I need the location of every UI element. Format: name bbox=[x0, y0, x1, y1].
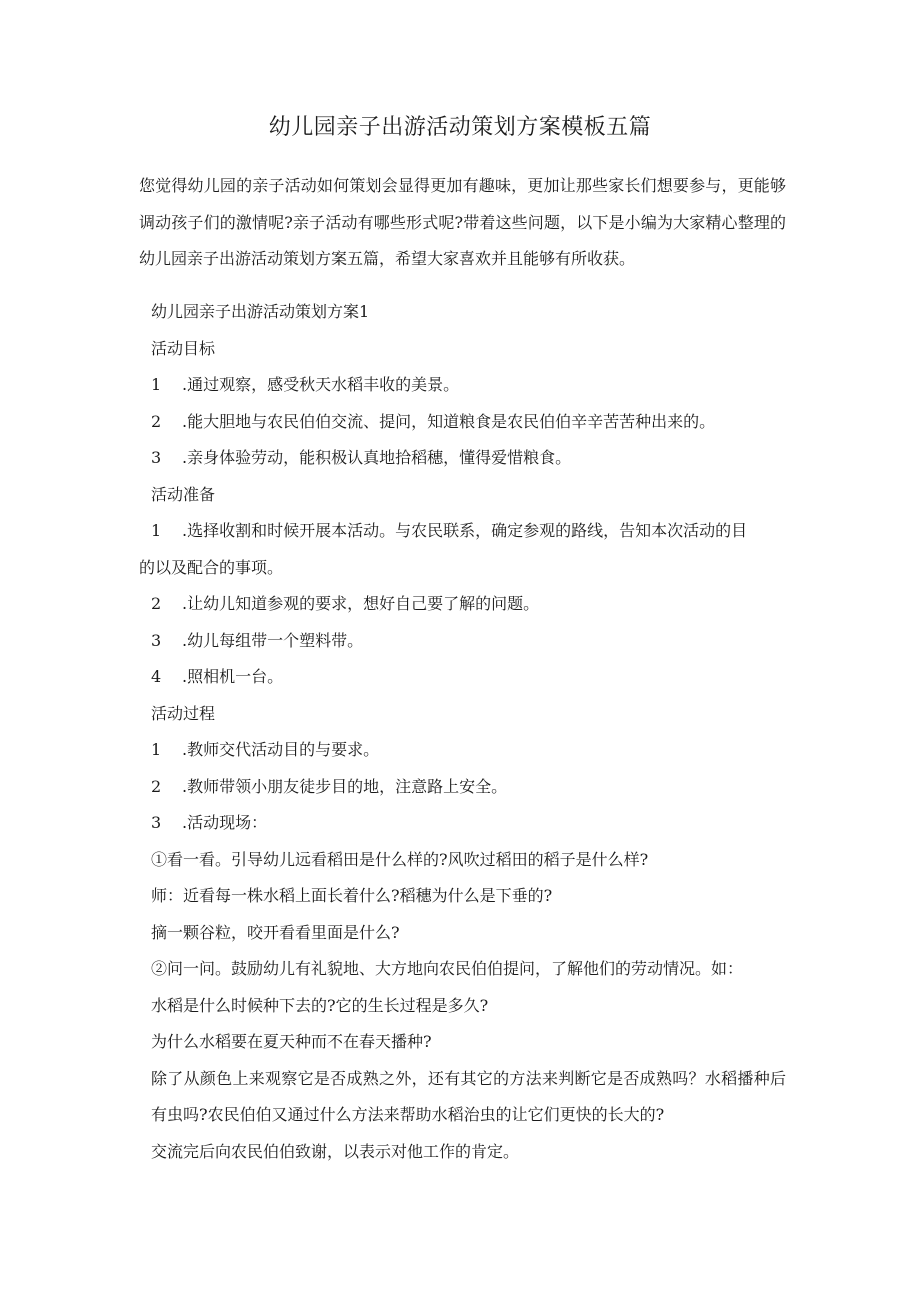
process-paragraph: ①看一看。引导幼儿远看稻田是什么样的?风吹过稻田的稻子是什么样? bbox=[151, 849, 649, 869]
goal-item bbox=[139, 404, 786, 441]
process-paragraph: ②问一问。鼓励幼儿有礼貌地、大方地向农民伯伯提问，了解他们的劳动情况。如： bbox=[151, 959, 744, 978]
item-number: 2 bbox=[151, 411, 162, 431]
process-paragraph: 水稻是什么时候种下去的?它的生长过程是多久? bbox=[151, 995, 489, 1015]
plan-1-heading: 幼儿园亲子出游活动策划方案1 bbox=[151, 302, 370, 321]
item-text: .活动现场： bbox=[182, 813, 268, 832]
process-paragraph: 师：近看每一株水稻上面长着什么?稻穗为什么是下垂的? bbox=[151, 886, 553, 905]
item-text: .教师带领小朋友徒步目的地，注意路上安全。 bbox=[182, 776, 508, 796]
process-item bbox=[139, 769, 786, 806]
document-title: 幼儿园亲子出游活动策划方案模板五篇 bbox=[268, 115, 652, 140]
process-item bbox=[139, 805, 786, 842]
item-number: 3 bbox=[151, 813, 162, 832]
item-number: 3 bbox=[151, 448, 162, 467]
process-paragraph: 为什么水稻要在夏天种而不在春天播种? bbox=[151, 1032, 432, 1051]
item-number: 2 bbox=[151, 776, 162, 796]
item-text: .照相机一台。 bbox=[182, 667, 284, 686]
section-heading-goal: 活动目标 bbox=[151, 338, 216, 358]
item-text: .选择收割和时候开展本活动。与农民联系，确定参观的路线，告知本次活动的目 bbox=[182, 521, 748, 540]
item-number: 1 bbox=[151, 375, 162, 394]
item-text: .让幼儿知道参观的要求，想好自己要了解的问题。 bbox=[182, 594, 540, 613]
section-heading-process: 活动过程 bbox=[151, 703, 216, 723]
plan-1-section bbox=[139, 294, 786, 1170]
item-number: 4 bbox=[151, 667, 162, 686]
item-number: 3 bbox=[151, 630, 162, 650]
item-number: 2 bbox=[151, 594, 162, 613]
goal-item bbox=[139, 440, 786, 477]
prep-item-continuation: 的以及配合的事项。 bbox=[139, 557, 284, 577]
process-paragraph: 除了从颜色上来观察它是否成熟之外，还有其它的方法来判断它是否成熟吗？水稻播种后有虫吗?农民伯伯又通过什么方法来帮助水稻治虫的让它们更快的长大的? bbox=[151, 1068, 786, 1124]
item-text: .通过观察，感受秋天水稻丰收的美景。 bbox=[182, 375, 460, 394]
item-text: .亲身体验劳动，能积极认真地拾稻穗，懂得爱惜粮食。 bbox=[182, 448, 572, 467]
process-item bbox=[139, 732, 786, 769]
section-heading-prep: 活动准备 bbox=[151, 484, 216, 504]
prep-item bbox=[139, 513, 786, 550]
item-number: 1 bbox=[151, 740, 162, 759]
process-paragraph: 交流完后向农民伯伯致谢，以表示对他工作的肯定。 bbox=[151, 1141, 520, 1161]
prep-item bbox=[139, 623, 786, 660]
prep-item bbox=[139, 586, 786, 623]
item-number: 1 bbox=[151, 521, 162, 540]
prep-item bbox=[139, 659, 786, 696]
goal-item bbox=[139, 367, 786, 404]
intro-paragraph: 您觉得幼儿园的亲子活动如何策划会显得更加有趣味，更加让那些家长们想要参与，更能够调动孩子们的激情呢?亲子活动有哪些形式呢?带着这些问题，以下是小编为大家精心整理的幼儿园亲子出游活动策划方案五篇，希望大家喜欢并且能够有所收获。 bbox=[139, 176, 786, 268]
process-paragraph: 摘一颗谷粒，咬开看看里面是什么? bbox=[151, 922, 400, 942]
item-text: .教师交代活动目的与要求。 bbox=[182, 740, 380, 759]
item-text: .能大胆地与农民伯伯交流、提问，知道粮食是农民伯伯辛辛苦苦种出来的。 bbox=[182, 411, 716, 431]
item-text: .幼儿每组带一个塑料带。 bbox=[182, 630, 364, 650]
